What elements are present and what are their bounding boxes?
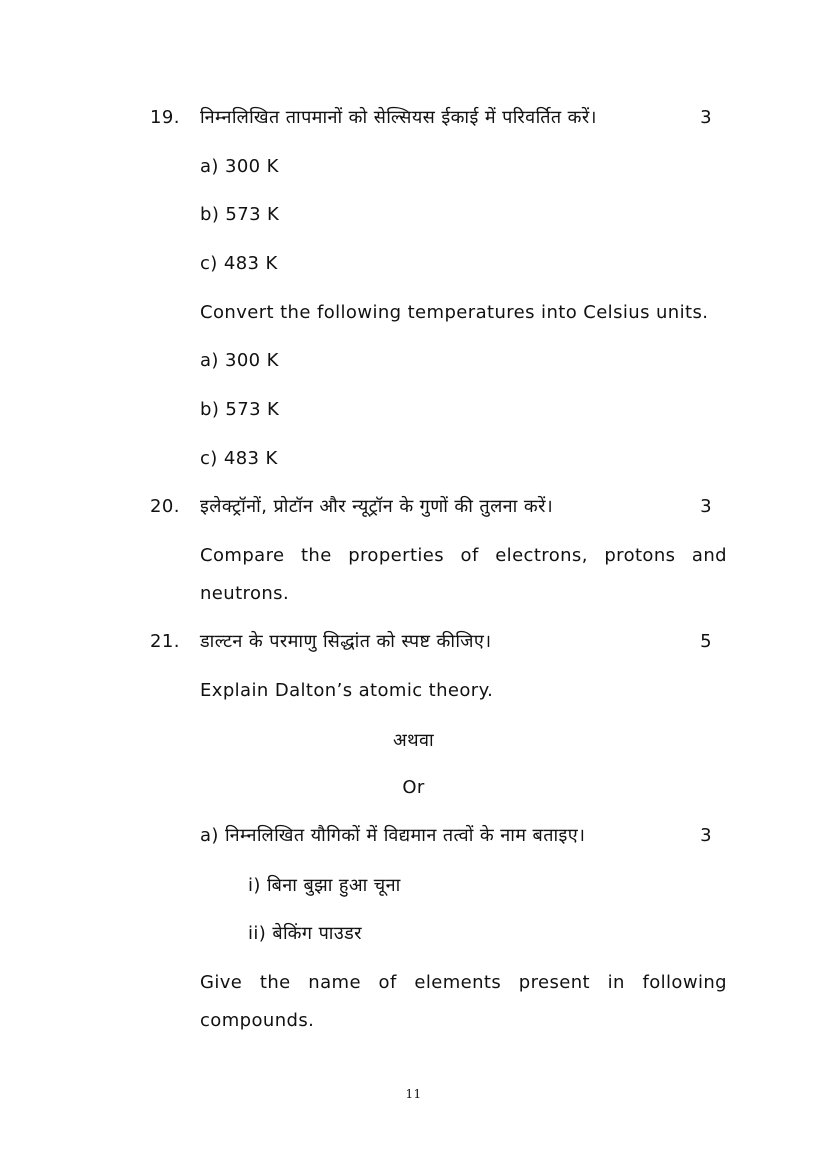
question-21-alternative-marks: 3 [700, 825, 712, 846]
question-21-alternative-english-line-1: Give the name of elements present in following [200, 972, 727, 993]
question-number-21: 21. [150, 631, 180, 652]
question-21-marks: 5 [700, 631, 712, 652]
question-21-alternative-item-ii: ii) बेकिंग पाउडर [248, 923, 362, 944]
question-19-marks: 3 [700, 107, 712, 128]
question-21-hindi-text: डाल्टन के परमाणु सिद्धांत को स्पष्ट कीजिए। [200, 631, 492, 652]
question-19-hindi-option-c: c) 483 K [200, 253, 278, 274]
page-number: 11 [405, 1087, 422, 1101]
question-19-hindi-option-b: b) 573 K [200, 204, 280, 225]
question-20-english-line-1: Compare the properties of electrons, protons and [200, 545, 727, 566]
question-20-english-line-2: neutrons. [200, 583, 290, 604]
or-hindi: अथवा [392, 730, 435, 751]
question-19-english-option-c: c) 483 K [200, 448, 278, 469]
question-19-english-text: Convert the following temperatures into Celsius units. [200, 302, 709, 323]
question-19-english-option-b: b) 573 K [200, 399, 280, 420]
question-20-hindi-text: इलेक्ट्रॉनों, प्रोटॉन और न्यूट्रॉन के गुणों की तुलना करें। [200, 496, 554, 517]
question-19-english-option-a: a) 300 K [200, 350, 279, 371]
question-number-19: 19. [150, 107, 180, 128]
question-20-marks: 3 [700, 496, 712, 517]
question-21-alternative-hindi-text: a) निम्नलिखित यौगिकों में विद्यमान तत्वों के नाम बताइए। [200, 825, 586, 846]
question-19-hindi-option-a: a) 300 K [200, 156, 279, 177]
or-english: Or [402, 777, 425, 798]
question-21-alternative-item-i: i) बिना बुझा हुआ चूना [248, 875, 401, 896]
question-21-alternative-english-line-2: compounds. [200, 1010, 315, 1031]
question-19-hindi-text: निम्नलिखित तापमानों को सेल्सियस ईकाई में परिवर्तित करें। [200, 107, 597, 128]
question-number-20: 20. [150, 496, 180, 517]
question-21-english-text: Explain Dalton’s atomic theory. [200, 680, 494, 701]
